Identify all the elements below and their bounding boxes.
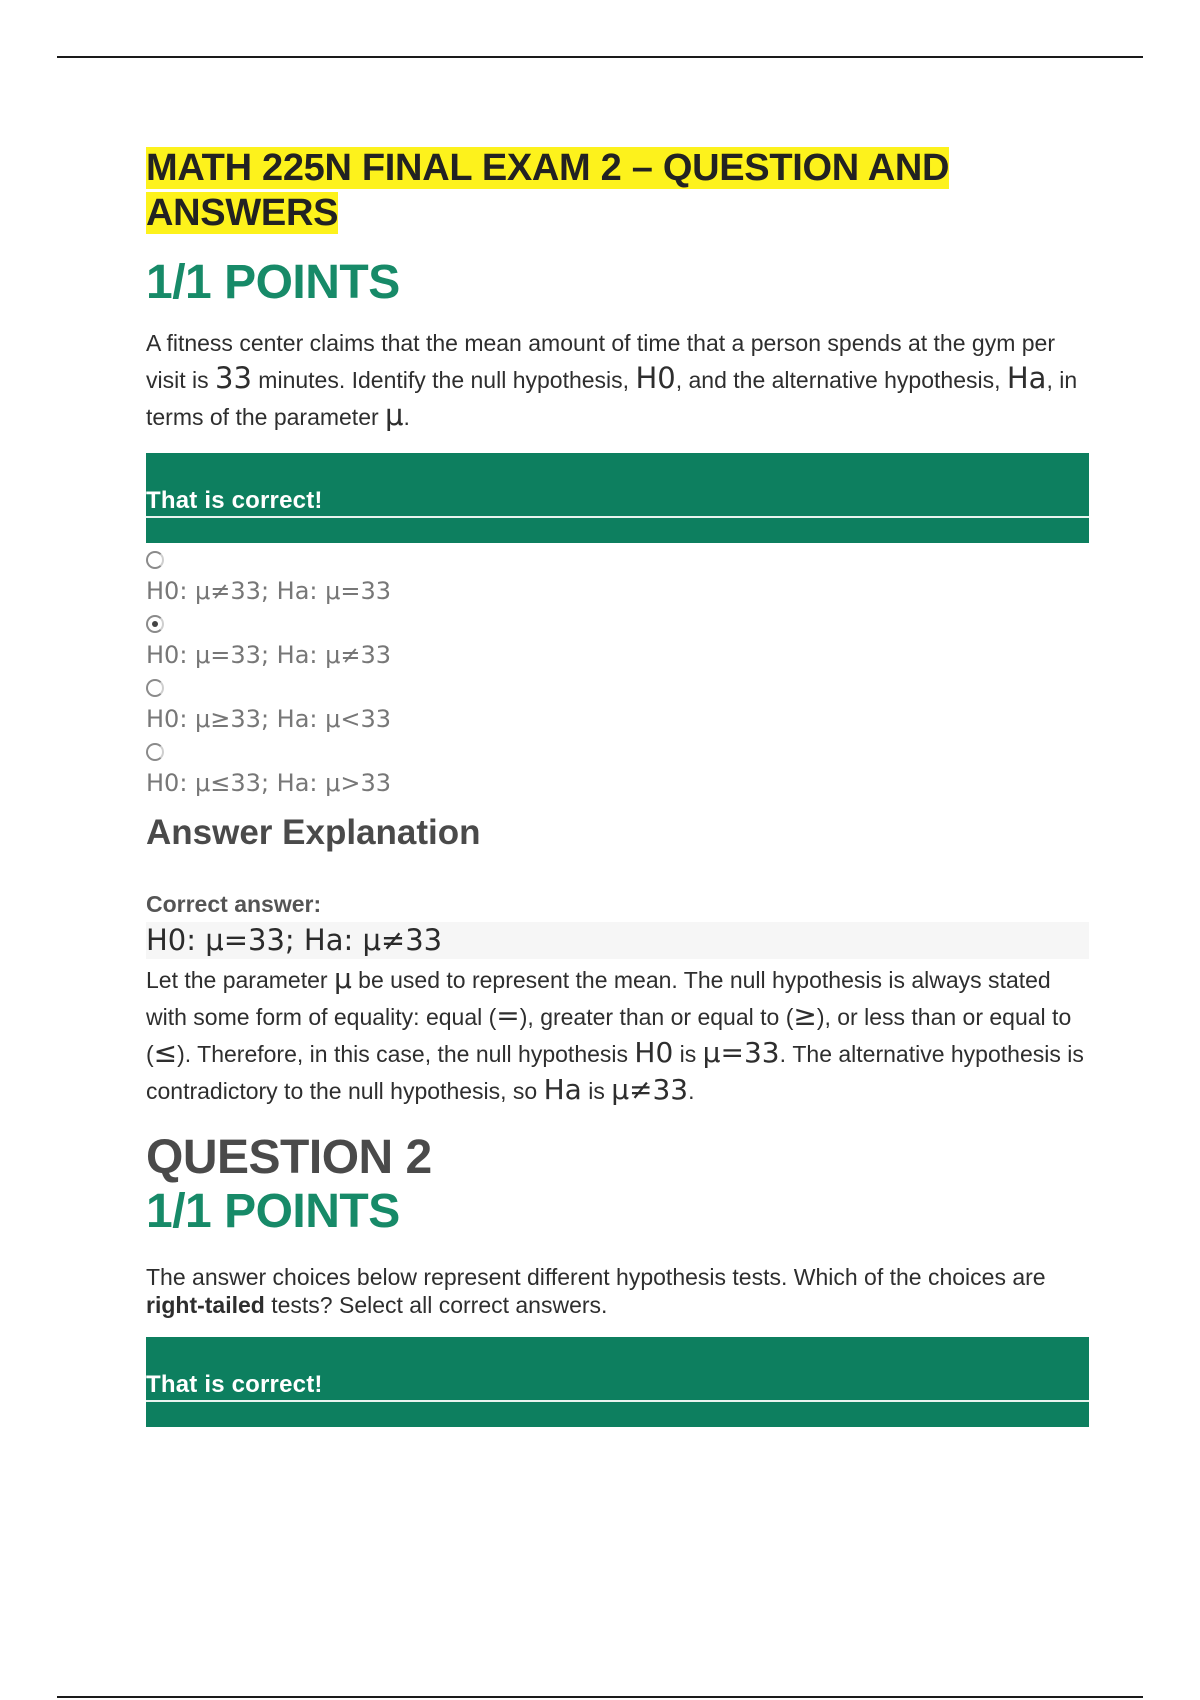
question2-heading: QUESTION 2 [146,1131,432,1184]
option-2[interactable] [146,615,1089,671]
correct-answer-value: H0: μ=33; Ha: μ≠33 [146,922,1089,959]
correct-answer-label: Correct answer: [146,891,322,917]
feedback-text: That is correct! [146,487,323,514]
answer-explanation-heading: Answer Explanation [146,813,481,852]
question1-stem: A fitness center claims that the mean amount of time that a person spends at the gym per visit is 33 minutes. Identify the null hypothesis, H0, and the alternative hypothesis, Ha, in terms of the parameter μ. [146,330,1078,432]
option-label: H0: μ≠33; Ha: μ=33 [146,577,392,605]
question2-feedback-banner [146,1337,1089,1427]
option-label: H0: μ=33; Ha: μ≠33 [146,641,392,669]
answer-options [146,551,1089,799]
question2-points: 1/1 POINTS [146,1185,400,1238]
radio-button-icon[interactable] [146,551,164,569]
question2-section [146,1131,1089,1427]
document-body [146,146,1089,1427]
radio-button-icon[interactable] [146,679,164,697]
radio-button-icon[interactable] [146,743,164,761]
top-rule [57,56,1143,58]
banner-divider [146,1400,1089,1402]
option-3[interactable] [146,679,1089,735]
feedback-text: That is correct! [146,1371,323,1398]
option-4[interactable] [146,743,1089,799]
option-label: H0: μ≥33; Ha: μ<33 [146,705,392,733]
option-label: H0: μ≤33; Ha: μ>33 [146,769,392,797]
banner-divider [146,516,1089,518]
option-1[interactable] [146,551,1089,607]
question1-feedback-banner [146,453,1089,543]
radio-button-selected-icon[interactable] [146,615,164,633]
bottom-rule [57,1696,1143,1698]
document-title: MATH 225N FINAL EXAM 2 – QUESTION AND ANSWERS [146,147,950,234]
question1-points: 1/1 POINTS [146,256,400,309]
question2-stem: The answer choices below represent different hypothesis tests. Which of the choices are right-tailed tests? Select all correct answers. [146,1264,1046,1318]
answer-explanation-text: Let the parameter μ be used to represent the mean. The null hypothesis is always stated with some form of equality: equal (=), greater than or equal to (≥), or less than or equal to (≤). Therefore, in this case, the null hypothesis H0 is μ=33. The alternative hypothesis is contradictory to the null hypothesis, so Ha is μ≠33. [146,962,1084,1106]
